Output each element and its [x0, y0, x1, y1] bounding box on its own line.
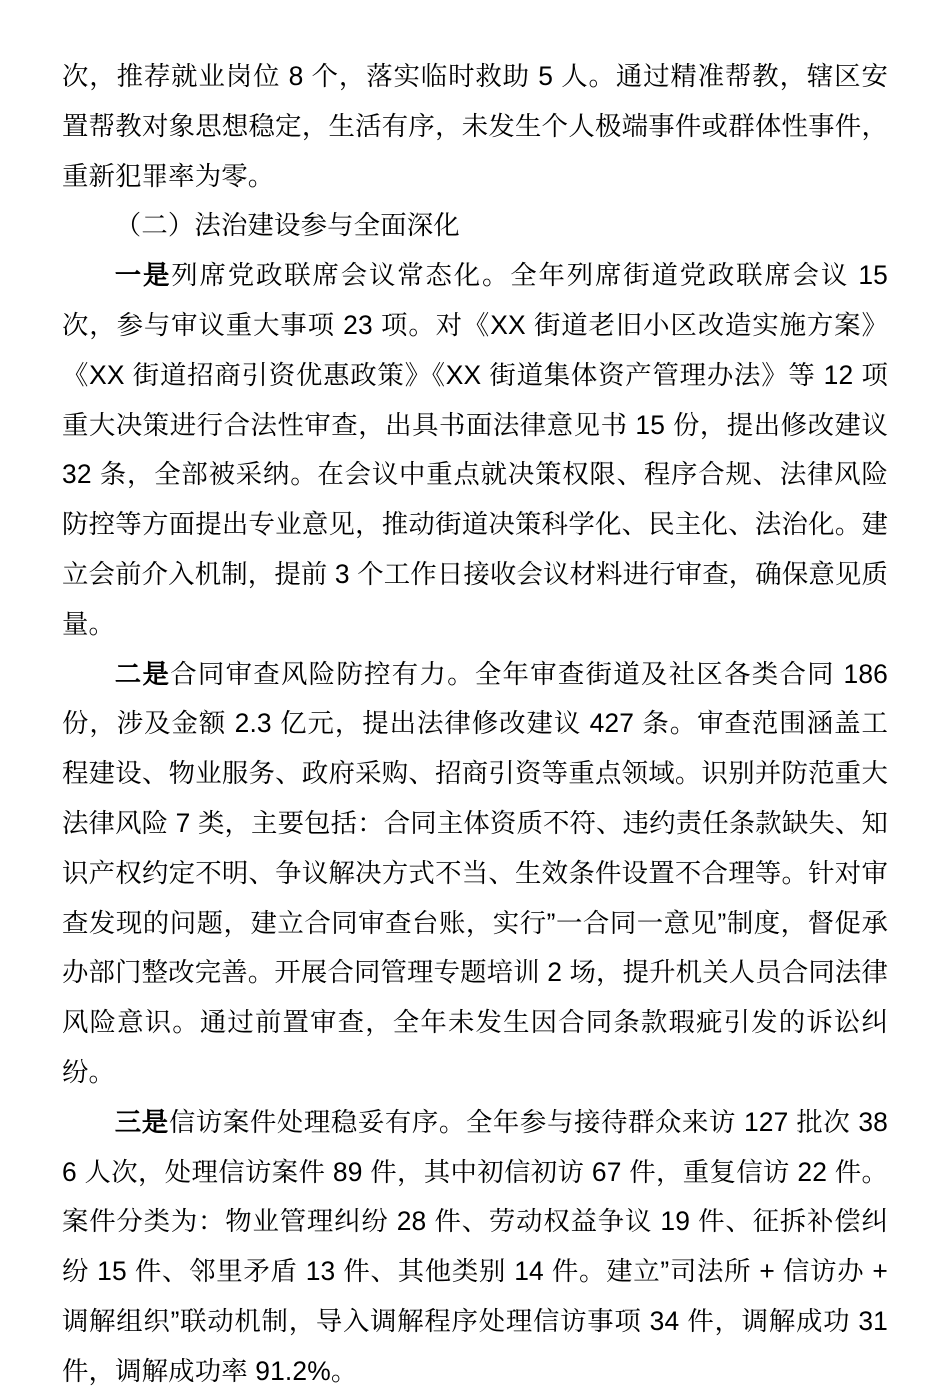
- paragraph-point-1-text: 列席党政联席会议常态化。全年列席街道党政联席会议 15 次，参与审议重大事项 23 项。对《XX 街道老旧小区改造实施方案》《XX 街道招商引资优惠政策》《XX 街道集体资产管理办法》等 12 项重大决策进行合法性审查，出具书面法律意见书 15 份，提出修改建议 32 条，全部被采纳。在会议中重点就决策权限、程序合规、法律风险防控等方面提出专业意见，推动街道决策科学化、民主化、法治化。建立会前介入机制，提前 3 个工作日接收会议材料进行审查，确保意见质量。: [62, 260, 889, 639]
- paragraph-point-2-lead: 二是: [114, 658, 171, 689]
- paragraph-point-3: [62, 1098, 888, 1397]
- document-body: [62, 52, 888, 1397]
- paragraph-point-1: [62, 251, 888, 649]
- paragraph-point-3-text: 信访案件处理稳妥有序。全年参与接待群众来访 127 批次 386 人次，处理信访案件 89 件，其中初信初访 67 件，重复信访 22 件。案件分类为：物业管理纠纷 28 件、劳动权益争议 19 件、征拆补偿纠纷 15 件、邻里矛盾 13 件、其他类别 14 件。建立”司法所 + 信访办 + 调解组织”联动机制，导入调解程序处理信访事项 34 件，调解成功 31 件，调解成功率 91.2%。: [62, 1106, 889, 1386]
- paragraph-point-2: [62, 650, 888, 1098]
- paragraph-point-3-lead: 三是: [114, 1106, 169, 1137]
- paragraph-point-2-text: 合同审查风险防控有力。全年审查街道及社区各类合同 186 份，涉及金额 2.3 亿元，提出法律修改建议 427 条。审查范围涵盖工程建设、物业服务、政府采购、招商引资等重点领域。识别并防范重大法律风险 7 类，主要包括：合同主体资质不符、违约责任条款缺失、知识产权约定不明、争议解决方式不当、生效条件设置不合理等。针对审查发现的问题，建立合同审查台账，实行”一合同一意见”制度，督促承办部门整改完善。开展合同管理专题培训 2 场，提升机关人员合同法律风险意识。通过前置审查，全年未发生因合同条款瑕疵引发的诉讼纠纷。: [62, 658, 889, 1087]
- paragraph-continued: 次，推荐就业岗位 8 个，落实临时救助 5 人。通过精准帮教，辖区安置帮教对象思想稳定，生活有序，未发生个人极端事件或群体性事件，重新犯罪率为零。: [62, 61, 888, 191]
- section-heading-2: （二）法治建设参与全面深化: [114, 210, 460, 241]
- paragraph-point-1-lead: 一是: [114, 260, 172, 291]
